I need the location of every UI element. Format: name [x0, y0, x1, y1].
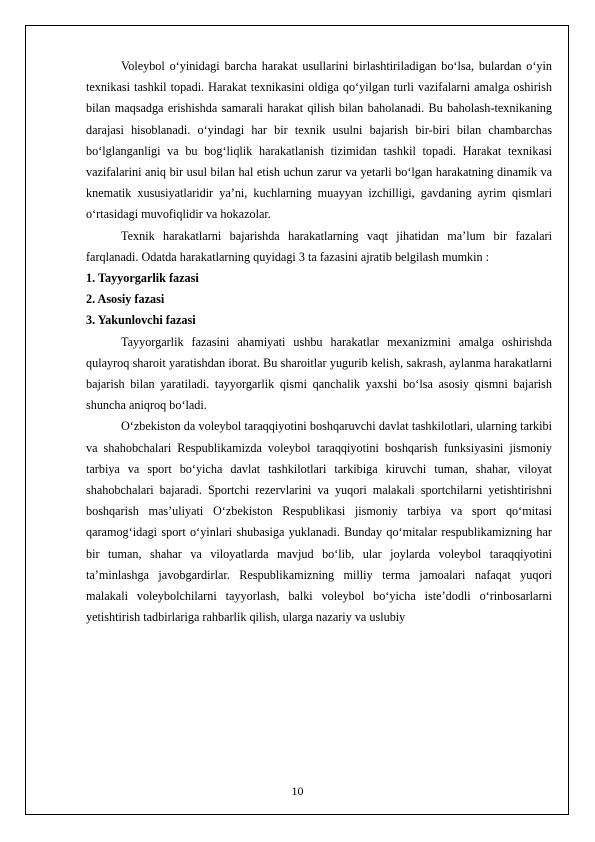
paragraph-phases-intro: Texnik harakatlarni bajarishda harakatlarning vaqt jihatidan ma’lum bir fazalari farqlanadi. Odatda harakatlarning quyidagi 3 ta fazasini ajratib belgilash mumkin :	[86, 228, 552, 264]
paragraph-preparatory-phase: Tayyorgarlik fazasini ahamiyati ushbu harakatlar mexanizmini amalga oshirishda qulayroq sharoit yaratishdan iborat. Bu sharoitlar yugurib kelish, sakrash, aylanma harakatlarni bajarish bilan yaratiladi. tayyorgarlik qismi qanchalik yaxshi bo‘lsa asosiy qismni bajarish shuncha aniqroq bo‘ladi.	[86, 334, 552, 413]
phase-main: 2. Asosiy fazasi	[86, 292, 165, 307]
document-body	[86, 56, 552, 628]
paragraph-state-organizations: O‘zbekiston da voleybol taraqqiyotini boshqaruvchi davlat tashkilotlari, ularning tarkibi va shahobchalari Respublikamizda voleybol taraqqiyotini boshqarish funksiyasini jismoniy tarbiya va sport bo‘yicha davlat tashkilotlari tarkibiga kiruvchi tuman, shahar, viloyat shahobchalari bajaradi. Sportchi rezervlarini va yuqori malakali sportchilarni yetishtirishni boshqarish mas’uliyati O‘zbekiston Respublikasi jismoniy tarbiya va sport qo‘mitasi qaramog‘idagi sport o‘yinlari shubasiga yuklanadi. Bunday qo‘mitalar respublikamizning har bir tuman, shahar va viloyatlarda mavjud bo‘lib, ular joylarda voleybol taraqqiyotini ta’minlashga javobgardirlar. Respublikamizning milliy terma jamoalari nafaqat yuqori malakali voleybolchilarni tayyorlash, balki voleybol bo‘yicha iste’dodli o‘rinbosarlarni yetishtirish tadbirlariga rahbarlik qilish, ularga nazariy va uslubiy	[86, 419, 552, 625]
page-number: 10	[291, 784, 304, 798]
paragraph-technique: Voleybol o‘yinidagi barcha harakat usullarini birlashtiriladigan bo‘lsa, bulardan o‘yin texnikasi tashkil topadi. Harakat texnikasini oldiga qo‘yilgan turli vazifalarni amalga oshirish bilan maqsadga erishishda samarali harakat qilish bilan baholanadi. Bu baholash-texnikaning darajasi hisoblanadi. o‘yindagi har bir texnik usulni bajarish bir-biri bilan chambarchas bo‘lglanganligi va bu bog‘liqlik harakatlanish tizimidan tashkil topadi. Harakat texnikasi vazifalarini aniq bir usul bilan hal etish uchun zarur va yetarli bo‘lgan harakatning dinamik va knematik xususiyatlaridir ya’ni, kuchlarning muayyan izchilligi, gavdaning ayrim qismlari o‘rtasidagi muvofiqlidir va hokazolar.	[86, 59, 552, 222]
phase-preparatory: 1. Tayyorgarlik fazasi	[86, 271, 199, 286]
phase-final: 3. Yakunlovchi fazasi	[86, 313, 196, 328]
